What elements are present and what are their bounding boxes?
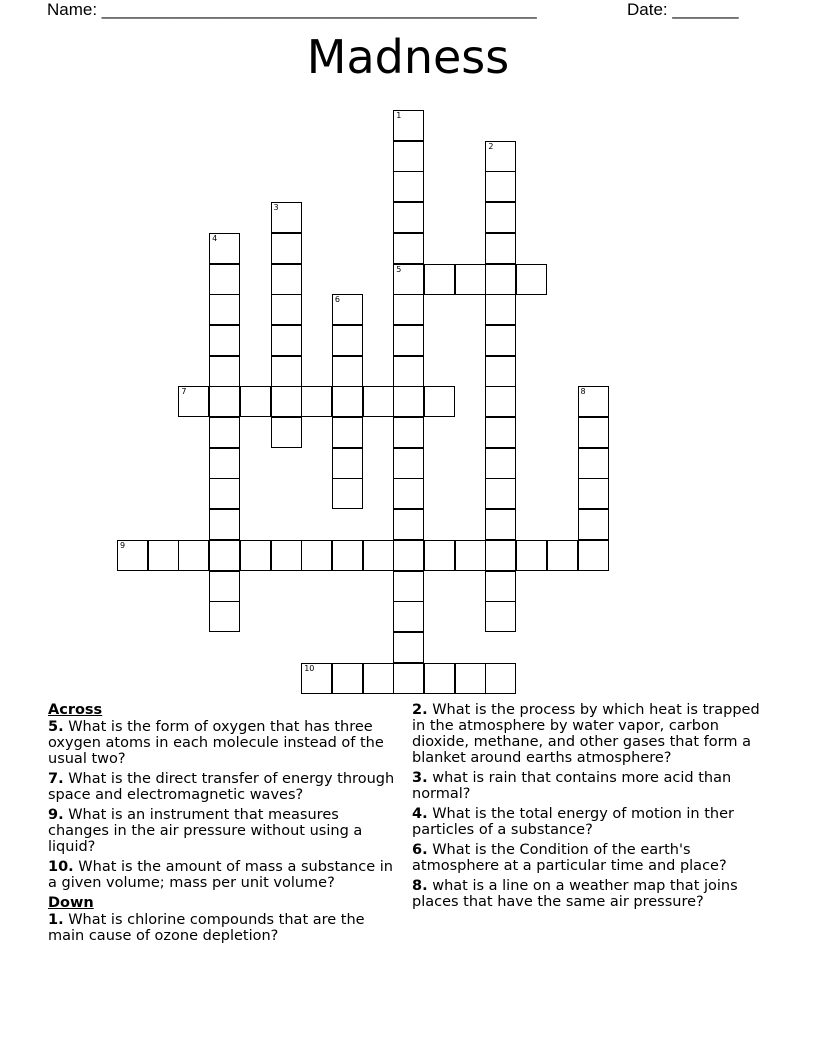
grid-cell[interactable] xyxy=(393,663,424,694)
clue-number: 3. xyxy=(412,770,428,786)
grid-cell[interactable] xyxy=(393,233,424,264)
name-field[interactable]: Name: ______________________________________________ xyxy=(47,0,537,19)
grid-cell[interactable] xyxy=(424,386,455,417)
grid-cell[interactable] xyxy=(455,264,486,295)
grid-cell[interactable] xyxy=(578,448,609,479)
grid-cell[interactable] xyxy=(332,540,363,571)
grid-cell[interactable] xyxy=(424,663,455,694)
grid-cell[interactable] xyxy=(271,417,302,448)
cell-number: 8 xyxy=(580,387,586,397)
grid-cell[interactable] xyxy=(363,663,394,694)
grid-cell[interactable] xyxy=(578,417,609,448)
grid-cell[interactable] xyxy=(363,386,394,417)
grid-cell[interactable] xyxy=(209,417,240,448)
grid-cell[interactable] xyxy=(271,540,302,571)
grid-cell[interactable] xyxy=(485,509,516,540)
grid-cell[interactable] xyxy=(240,386,271,417)
grid-cell[interactable] xyxy=(271,386,302,417)
cell-number: 5 xyxy=(396,264,402,274)
grid-cell[interactable] xyxy=(485,448,516,479)
clue-number: 6. xyxy=(412,842,428,858)
clue-text: What is the amount of mass a substance in a given volume; mass per unit volume? xyxy=(48,859,393,891)
grid-cell[interactable] xyxy=(393,264,424,295)
grid-cell[interactable] xyxy=(485,540,516,571)
grid-cell[interactable] xyxy=(117,540,148,571)
grid-cell[interactable] xyxy=(455,540,486,571)
grid-cell[interactable] xyxy=(578,509,609,540)
grid-cell[interactable] xyxy=(271,294,302,325)
grid-cell[interactable] xyxy=(209,233,240,264)
clue-down-3 xyxy=(412,770,772,802)
grid-cell[interactable] xyxy=(485,417,516,448)
grid-cell[interactable] xyxy=(209,540,240,571)
clue-text: What is chlorine compounds that are the main cause of ozone depletion? xyxy=(48,912,365,944)
cell-number: 4 xyxy=(212,233,218,243)
grid-cell[interactable] xyxy=(424,540,455,571)
grid-cell[interactable] xyxy=(332,356,363,387)
grid-cell[interactable] xyxy=(240,540,271,571)
grid-cell[interactable] xyxy=(178,540,209,571)
cell-number: 6 xyxy=(334,295,340,305)
grid-cell[interactable] xyxy=(332,663,363,694)
clues-right-column xyxy=(412,702,772,914)
grid-cell[interactable] xyxy=(301,540,332,571)
grid-cell[interactable] xyxy=(393,171,424,202)
puzzle-title: Madness xyxy=(306,30,510,84)
clue-number: 5. xyxy=(48,719,64,735)
grid-cell[interactable] xyxy=(393,386,424,417)
cell-number: 10 xyxy=(304,663,315,673)
grid-cell[interactable] xyxy=(485,478,516,509)
grid-cell[interactable] xyxy=(209,571,240,602)
grid-cell[interactable] xyxy=(393,325,424,356)
cell-number: 1 xyxy=(396,111,402,120)
grid-cell[interactable] xyxy=(271,325,302,356)
clue-text: What is the direct transfer of energy through space and electromagnetic waves? xyxy=(48,771,395,803)
grid-cell[interactable] xyxy=(209,509,240,540)
clue-down-6 xyxy=(412,842,772,874)
clue-text: What is the form of oxygen that has three oxygen atoms in each molecule instead of the usual two? xyxy=(48,719,384,767)
grid-cell[interactable] xyxy=(332,448,363,479)
grid-cell[interactable] xyxy=(485,264,516,295)
grid-cell[interactable] xyxy=(424,264,455,295)
grid-cell[interactable] xyxy=(209,448,240,479)
clue-across-10 xyxy=(48,859,400,891)
grid-cell[interactable] xyxy=(485,294,516,325)
grid-cell[interactable] xyxy=(393,202,424,233)
grid-cell[interactable] xyxy=(209,601,240,632)
date-field[interactable]: Date: _______ xyxy=(627,0,739,19)
grid-cell[interactable] xyxy=(301,386,332,417)
grid-cell[interactable] xyxy=(393,110,424,141)
grid-cell[interactable] xyxy=(485,356,516,387)
clues-left-column xyxy=(48,702,400,948)
grid-cell[interactable] xyxy=(271,233,302,264)
grid-cell[interactable] xyxy=(271,356,302,387)
grid-cell[interactable] xyxy=(209,294,240,325)
grid-cell[interactable] xyxy=(485,171,516,202)
grid-cell[interactable] xyxy=(393,632,424,663)
clue-down-8 xyxy=(412,878,772,910)
across-heading: Across xyxy=(48,702,103,718)
grid-cell[interactable] xyxy=(301,663,332,694)
cell-number: 7 xyxy=(181,387,187,397)
grid-cell[interactable] xyxy=(393,417,424,448)
clue-across-5 xyxy=(48,719,400,767)
grid-cell[interactable] xyxy=(485,663,516,694)
grid-cell[interactable] xyxy=(271,202,302,233)
grid-cell[interactable] xyxy=(578,386,609,417)
clue-down-1 xyxy=(48,912,400,944)
grid-cell[interactable] xyxy=(332,325,363,356)
grid-cell[interactable] xyxy=(485,601,516,632)
clue-number: 7. xyxy=(48,771,64,787)
grid-cell[interactable] xyxy=(178,386,209,417)
clue-text: What is the process by which heat is trapped in the atmosphere by water vapor, carbon dioxide, methane, and other gases that form a blanket around earths atmosphere? xyxy=(412,702,760,766)
grid-cell[interactable] xyxy=(209,478,240,509)
grid-cell[interactable] xyxy=(393,478,424,509)
grid-cell[interactable] xyxy=(148,540,179,571)
clue-text: What is an instrument that measures changes in the air pressure without using a liquid? xyxy=(48,807,363,855)
grid-cell[interactable] xyxy=(393,141,424,172)
grid-cell[interactable] xyxy=(393,601,424,632)
grid-cell[interactable] xyxy=(455,663,486,694)
clue-text: what is rain that contains more acid than normal? xyxy=(412,770,732,802)
grid-cell[interactable] xyxy=(578,540,609,571)
grid-cell[interactable] xyxy=(209,356,240,387)
grid-cell[interactable] xyxy=(393,571,424,602)
grid-cell[interactable] xyxy=(485,571,516,602)
clue-text: What is the Condition of the earth's atmosphere at a particular time and place? xyxy=(412,842,727,874)
down-heading: Down xyxy=(48,895,94,911)
clue-number: 10. xyxy=(48,859,74,875)
grid-cell[interactable] xyxy=(393,540,424,571)
clue-down-4 xyxy=(412,806,772,838)
grid-cell[interactable] xyxy=(332,478,363,509)
clue-text: What is the total energy of motion in ther particles of a substance? xyxy=(412,806,734,838)
clue-number: 9. xyxy=(48,807,64,823)
grid-cell[interactable] xyxy=(332,417,363,448)
grid-cell[interactable] xyxy=(332,294,363,325)
grid-cell[interactable] xyxy=(393,356,424,387)
grid-cell[interactable] xyxy=(485,386,516,417)
clue-across-7 xyxy=(48,771,400,803)
cell-number: 3 xyxy=(273,203,279,213)
clue-down-2 xyxy=(412,702,772,766)
clue-across-9 xyxy=(48,807,400,855)
grid-cell[interactable] xyxy=(578,478,609,509)
grid-cell[interactable] xyxy=(547,540,578,571)
clue-number: 4. xyxy=(412,806,428,822)
grid-cell[interactable] xyxy=(516,264,547,295)
grid-cell[interactable] xyxy=(485,325,516,356)
cell-number: 2 xyxy=(488,141,494,151)
clue-number: 2. xyxy=(412,702,428,718)
cell-number: 9 xyxy=(120,540,126,550)
grid-cell[interactable] xyxy=(209,264,240,295)
grid-cell[interactable] xyxy=(363,540,394,571)
clue-number: 1. xyxy=(48,912,64,928)
grid-cell[interactable] xyxy=(393,509,424,540)
grid-cell[interactable] xyxy=(393,448,424,479)
grid-cell[interactable] xyxy=(332,386,363,417)
clue-text: what is a line on a weather map that joins places that have the same air pressure? xyxy=(412,878,738,910)
grid-cell[interactable] xyxy=(209,386,240,417)
grid-cell[interactable] xyxy=(271,264,302,295)
grid-cell[interactable] xyxy=(485,202,516,233)
clue-number: 8. xyxy=(412,878,428,894)
grid-cell[interactable] xyxy=(209,325,240,356)
grid-cell[interactable] xyxy=(485,233,516,264)
grid-cell[interactable] xyxy=(516,540,547,571)
grid-cell[interactable] xyxy=(485,141,516,172)
grid-cell[interactable] xyxy=(393,294,424,325)
